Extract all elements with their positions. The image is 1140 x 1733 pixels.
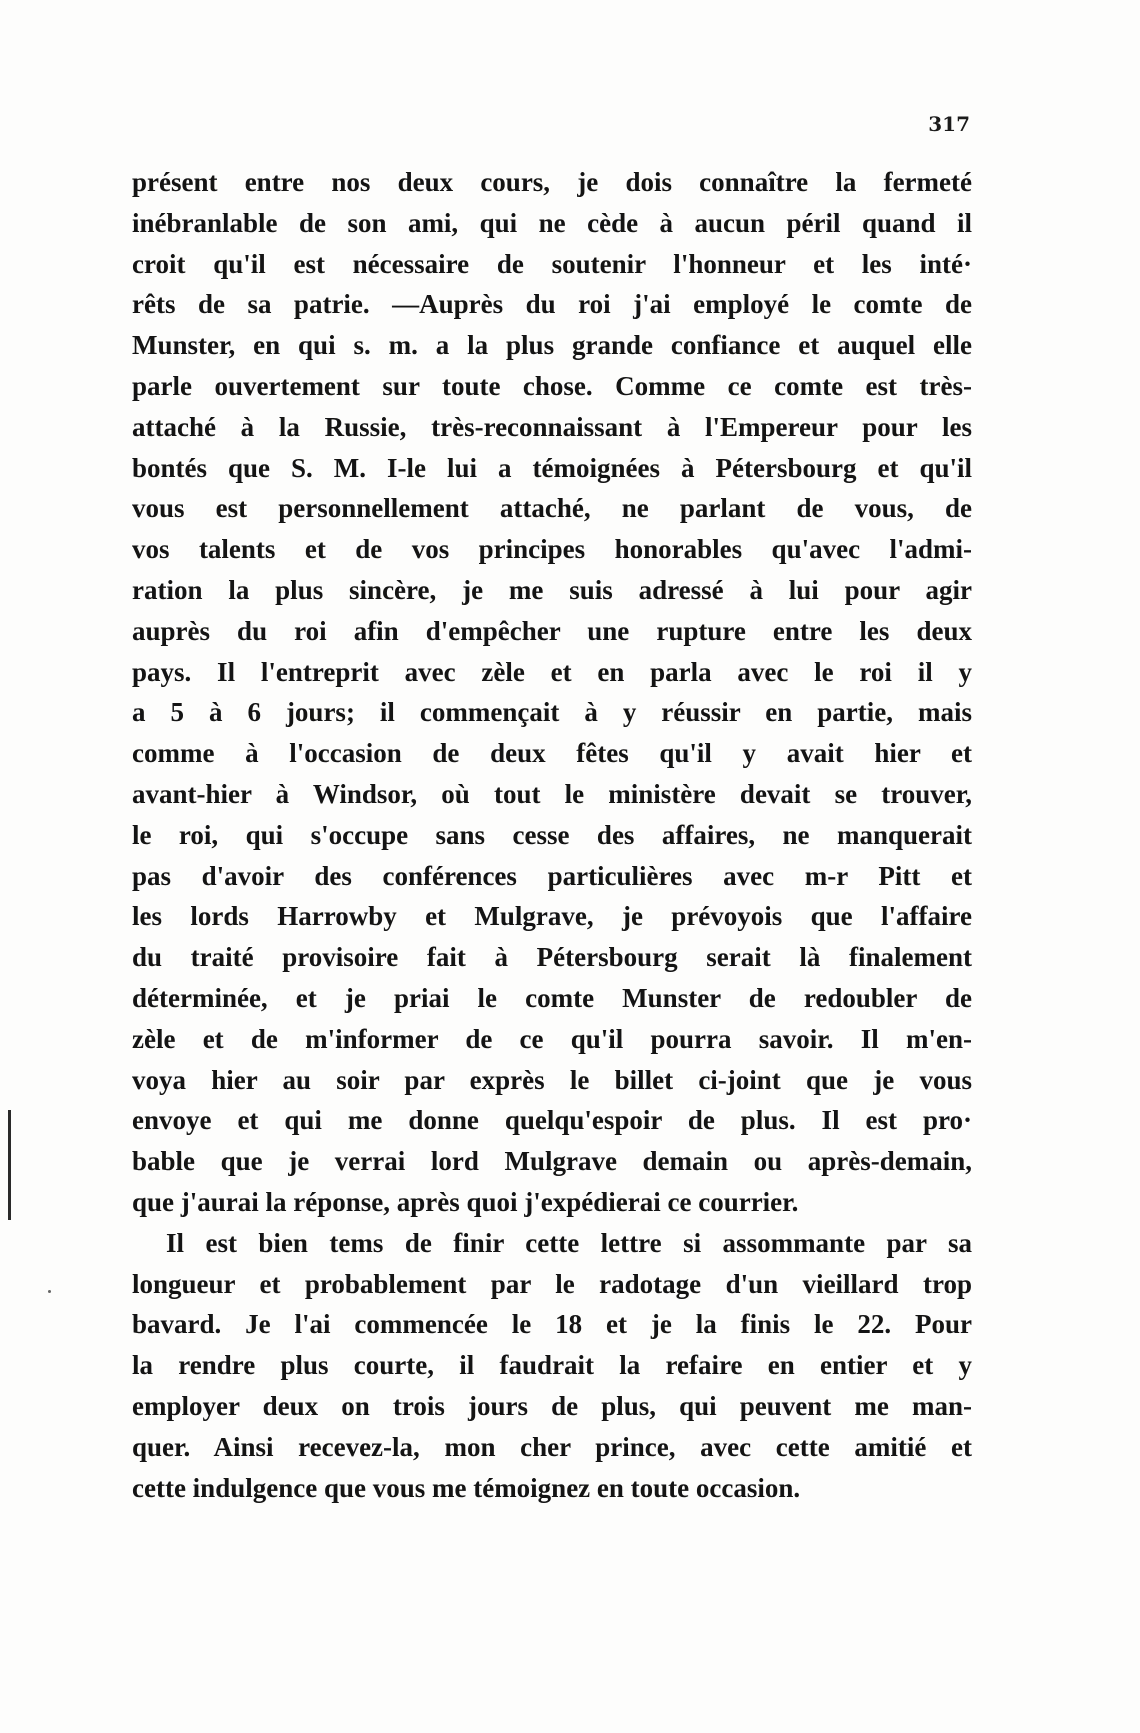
paragraph: [132, 162, 972, 1223]
text-line: longueur et probablement par le radotage d'un vieillard trop: [132, 1268, 972, 1299]
text-line: pays. Il l'entreprit avec zèle et en parla avec le roi il y: [132, 656, 972, 687]
text-line: pas d'avoir des conférences particulières avec m-r Pitt et: [132, 860, 972, 891]
text-line: croit qu'il est nécessaire de soutenir l'honneur et les inté·: [132, 248, 972, 279]
text-line: a 5 à 6 jours; il commençait à y réussir en partie, mais: [132, 697, 972, 728]
scan-margin-mark: [8, 1110, 11, 1220]
paragraph: [132, 1223, 972, 1509]
page-number: 317: [928, 112, 970, 136]
text-line: bable que je verrai lord Mulgrave demain ou après-demain,: [132, 1146, 972, 1177]
text-line: employer deux on trois jours de plus, qui peuvent me man-: [132, 1390, 972, 1421]
text-line: présent entre nos deux cours, je dois connaître la fermeté: [132, 167, 972, 197]
text-line: rêts de sa patrie. —Auprès du roi j'ai employé le comte de: [132, 289, 972, 320]
text-line: avant-hier à Windsor, où tout le ministère devait se trouver,: [132, 778, 972, 809]
text-line: du traité provisoire fait à Pétersbourg serait là finalement: [132, 942, 972, 973]
text-line: bontés que S. M. I-le lui a témoignées à Pétersbourg et qu'il: [132, 452, 972, 483]
text-line: que j'aurai la réponse, après quoi j'expédierai ce courrier.: [132, 1186, 799, 1217]
text-line: voya hier au soir par exprès le billet ci-joint que je vous: [132, 1064, 972, 1095]
text-line: ration la plus sincère, je me suis adressé à lui pour agir: [132, 574, 972, 605]
text-line: déterminée, et je priai le comte Munster de redoubler de: [132, 982, 972, 1013]
text-line: quer. Ainsi recevez-la, mon cher prince, avec cette amitié et: [132, 1431, 972, 1462]
text-line: cette indulgence que vous me témoignez en toute occasion.: [132, 1472, 801, 1503]
text-line: envoye et qui me donne quelqu'espoir de plus. Il est pro·: [132, 1105, 972, 1136]
text-line: vous est personnellement attaché, ne parlant de vous, de: [132, 493, 972, 524]
text-line: Il est bien tems de finir cette lettre si assommante par sa: [166, 1227, 972, 1258]
text-line: comme à l'occasion de deux fêtes qu'il y avait hier et: [132, 738, 972, 769]
text-line: les lords Harrowby et Mulgrave, je prévoyois que l'affaire: [132, 901, 972, 932]
body-text: [132, 162, 972, 1508]
text-line: parle ouvertement sur toute chose. Comme ce comte est très-: [132, 370, 972, 401]
text-line: bavard. Je l'ai commencée le 18 et je la finis le 22. Pour: [132, 1309, 972, 1340]
text-line: zèle et de m'informer de ce qu'il pourra savoir. Il m'en-: [132, 1023, 972, 1054]
text-line: auprès du roi afin d'empêcher une rupture entre les deux: [132, 615, 972, 646]
text-line: le roi, qui s'occupe sans cesse des affaires, ne manquerait: [132, 819, 972, 850]
text-line: vos talents et de vos principes honorables qu'avec l'admi-: [132, 534, 972, 565]
text-line: attaché à la Russie, très-reconnaissant à l'Empereur pour les: [132, 411, 972, 442]
text-line: la rendre plus courte, il faudrait la refaire en entier et y: [132, 1350, 972, 1381]
text-line: inébranlable de son ami, qui ne cède à aucun péril quand il: [132, 207, 972, 238]
scan-speck: [48, 1290, 51, 1293]
text-line: Munster, en qui s. m. a la plus grande confiance et auquel elle: [132, 330, 972, 361]
